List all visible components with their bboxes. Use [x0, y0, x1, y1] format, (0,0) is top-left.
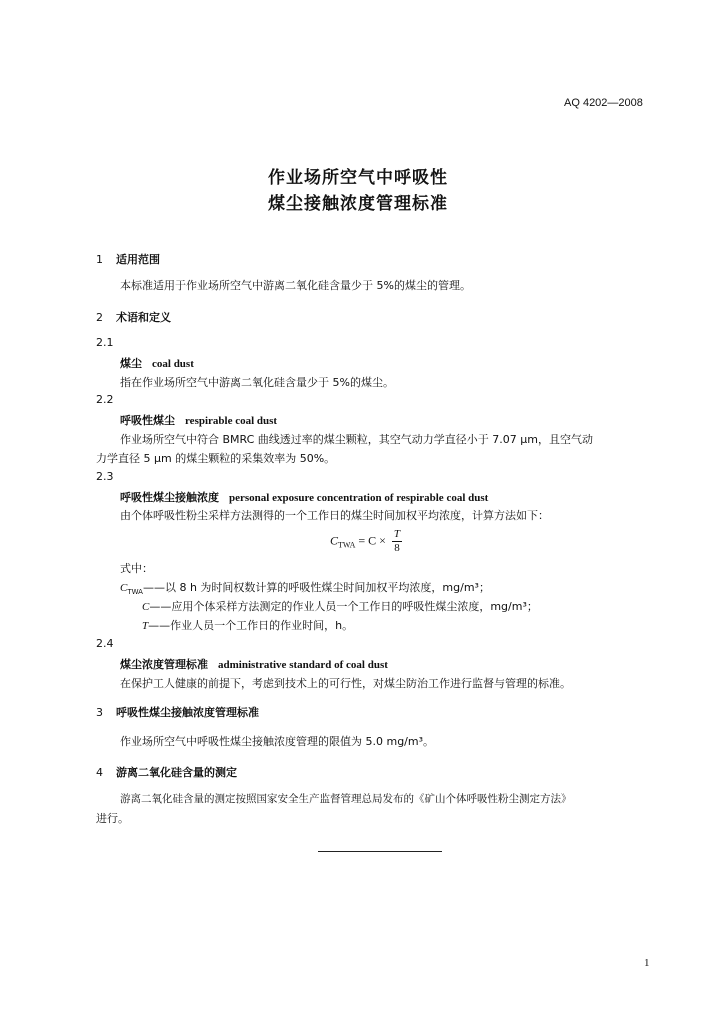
fraction-denominator: 8	[394, 542, 400, 554]
formula-fraction	[392, 528, 402, 555]
explanation: ——应用个体采样方法测定的作业人员一个工作日的呼吸性煤尘浓度，mg/m³；	[149, 600, 538, 613]
section-number: 4	[96, 766, 103, 779]
formula-lhs-subscript: TWA	[338, 540, 356, 550]
section-4-heading	[96, 764, 237, 780]
symbol-subscript: TWA	[127, 588, 143, 597]
term-2-4	[120, 656, 388, 672]
explanation: ——作业人员一个工作日的作业时间，h。	[148, 619, 354, 632]
section-title: 术语和定义	[116, 311, 171, 324]
where-item-2	[142, 598, 538, 614]
definition-2-4: 在保护工人健康的前提下，考虑到技术上的可行性，对煤尘防治工作进行监督与管理的标准。	[120, 677, 571, 690]
where-item-1	[120, 579, 490, 596]
term-2-2	[120, 412, 277, 428]
definition-2-3: 由个体呼吸性粉尘采样方法测得的一个工作日的煤尘时间加权平均浓度，计算方法如下：	[120, 509, 549, 522]
fraction-numerator: T	[393, 528, 401, 540]
term-cn: 呼吸性煤尘接触浓度	[120, 491, 219, 504]
subsection-2-2-number: 2.2	[96, 393, 114, 406]
definition-2-1: 指在作业场所空气中游离二氧化硅含量少于 5%的煤尘。	[120, 376, 394, 389]
section-2-heading	[96, 309, 171, 325]
title-line-2: 煤尘接触浓度管理标准	[268, 194, 448, 214]
standard-number: AQ 4202—2008	[564, 97, 643, 109]
term-cn: 呼吸性煤尘	[120, 414, 175, 427]
section-4-text-line-2: 进行。	[96, 812, 129, 825]
section-1-heading	[96, 251, 160, 267]
explanation: ——以 8 h 为时间权数计算的呼吸性煤尘时间加权平均浓度，mg/m³；	[142, 581, 490, 594]
section-1-text: 本标准适用于作业场所空气中游离二氧化硅含量少于 5%的煤尘的管理。	[120, 279, 471, 292]
formula-lhs: C	[330, 533, 339, 548]
section-number: 1	[96, 253, 103, 266]
symbol: C	[142, 601, 150, 613]
section-title: 适用范围	[116, 253, 160, 266]
term-cn: 煤尘	[120, 357, 142, 370]
formula-operator: = C ×	[355, 533, 389, 548]
section-3-text: 作业场所空气中呼吸性煤尘接触浓度管理的限值为 5.0 mg/m³。	[120, 735, 435, 748]
definition-2-2-line-2: 力学直径 5 μm 的煤尘颗粒的采集效率为 50%。	[96, 452, 336, 465]
end-rule	[318, 851, 442, 852]
where-item-3	[142, 617, 353, 633]
section-4-text-line-1: 游离二氧化硅含量的测定按照国家安全生产监督管理总局发布的《矿山个体呼吸性粉尘测定方法》	[120, 793, 572, 805]
term-2-1	[120, 355, 194, 371]
term-en: respirable coal dust	[185, 415, 278, 427]
section-number: 2	[96, 311, 103, 324]
subsection-2-4-number: 2.4	[96, 637, 114, 650]
section-3-heading	[96, 704, 259, 720]
term-2-3	[120, 489, 488, 505]
formula	[330, 528, 402, 555]
definition-2-2-line-1: 作业场所空气中符合 BMRC 曲线透过率的煤尘颗粒，其空气动力学直径小于 7.07 μm，且空气动	[120, 433, 594, 446]
title-line-1: 作业场所空气中呼吸性	[268, 168, 448, 188]
where-label: 式中：	[120, 562, 153, 575]
symbol: C	[120, 582, 128, 594]
page-number: 1	[644, 957, 650, 969]
subsection-2-1-number: 2.1	[96, 336, 114, 349]
term-en: administrative standard of coal dust	[218, 659, 388, 671]
section-number: 3	[96, 706, 103, 719]
section-title: 呼吸性煤尘接触浓度管理标准	[116, 706, 259, 719]
subsection-2-3-number: 2.3	[96, 470, 114, 483]
term-en: personal exposure concentration of respirable coal dust	[229, 492, 489, 504]
section-title: 游离二氧化硅含量的测定	[116, 766, 237, 779]
symbol: T	[142, 620, 149, 632]
term-en: coal dust	[152, 358, 194, 370]
term-cn: 煤尘浓度管理标准	[120, 658, 208, 671]
